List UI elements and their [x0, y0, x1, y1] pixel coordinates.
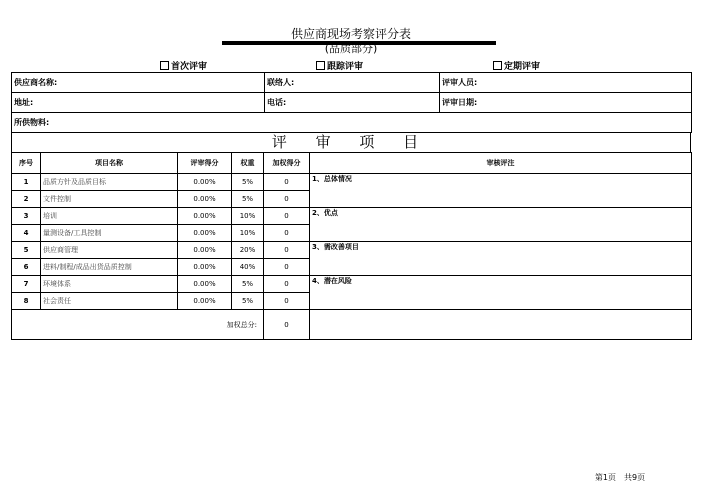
info-table	[11, 72, 692, 133]
checkbox-icon	[316, 61, 325, 70]
reviewer-field[interactable]: 评审人员:	[440, 73, 692, 93]
row-weight: 5%	[232, 191, 264, 208]
header-score: 评审得分	[178, 153, 232, 174]
row-weighted: 0	[264, 276, 310, 293]
row-weight: 5%	[232, 293, 264, 310]
row-weighted: 0	[264, 242, 310, 259]
row-weight: 10%	[232, 225, 264, 242]
row-no: 8	[12, 293, 41, 310]
row-score[interactable]: 0.00%	[178, 242, 232, 259]
row-no: 3	[12, 208, 41, 225]
review-date-field[interactable]: 评审日期:	[440, 93, 692, 113]
header-item: 项目名称	[41, 153, 178, 174]
row-score[interactable]: 0.00%	[178, 174, 232, 191]
comment-risks[interactable]: 4、潜在风险	[310, 276, 692, 310]
row-no: 1	[12, 174, 41, 191]
row-no: 5	[12, 242, 41, 259]
row-score[interactable]: 0.00%	[178, 276, 232, 293]
check-periodic-review[interactable]: 定期评审	[493, 61, 540, 73]
row-item-name: 培训	[41, 208, 178, 225]
form-title: 供应商现场考察评分表	[290, 27, 411, 41]
row-score[interactable]: 0.00%	[178, 191, 232, 208]
total-comment-cell	[310, 310, 692, 340]
phone-field[interactable]: 电话:	[265, 93, 440, 113]
row-score[interactable]: 0.00%	[178, 293, 232, 310]
page-footer: 第1页 共9页	[594, 473, 646, 482]
section-title: 评 审 项 目	[11, 133, 691, 153]
comment-strengths[interactable]: 2、优点	[310, 208, 692, 242]
row-item-name: 文件控制	[41, 191, 178, 208]
table-row	[12, 242, 692, 259]
header-weighted: 加权得分	[264, 153, 310, 174]
row-item-name: 社会责任	[41, 293, 178, 310]
row-weighted: 0	[264, 293, 310, 310]
row-weight: 20%	[232, 242, 264, 259]
row-item-name: 进料/制程/成品出货品质控制	[41, 259, 178, 276]
header-comments: 审核评注	[310, 153, 692, 174]
row-score[interactable]: 0.00%	[178, 259, 232, 276]
total-row	[12, 310, 692, 340]
row-weighted: 0	[264, 174, 310, 191]
row-no: 4	[12, 225, 41, 242]
checkbox-icon	[160, 61, 169, 70]
row-weighted: 0	[264, 208, 310, 225]
row-weight: 10%	[232, 208, 264, 225]
row-weight: 5%	[232, 276, 264, 293]
row-no: 7	[12, 276, 41, 293]
checkbox-icon	[493, 61, 502, 70]
row-item-name: 供应商管理	[41, 242, 178, 259]
row-weighted: 0	[264, 191, 310, 208]
row-weighted: 0	[264, 225, 310, 242]
score-table	[11, 152, 692, 340]
table-row	[12, 276, 692, 293]
row-no: 2	[12, 191, 41, 208]
total-value: 0	[264, 310, 310, 340]
comment-improvements[interactable]: 3、需改善项目	[310, 242, 692, 276]
header-weight: 权重	[232, 153, 264, 174]
row-item-name: 量测设备/工具控制	[41, 225, 178, 242]
table-row	[12, 174, 692, 191]
supplier-name-field[interactable]: 供应商名称:	[12, 73, 265, 93]
comment-overall[interactable]: 1、总体情况	[310, 174, 692, 208]
form-subtitle: (品质部分)	[324, 42, 378, 55]
table-header-row	[12, 153, 692, 174]
check-followup-review[interactable]: 跟踪评审	[316, 61, 363, 73]
check-first-review[interactable]: 首次评审	[160, 61, 207, 73]
row-score[interactable]: 0.00%	[178, 225, 232, 242]
row-score[interactable]: 0.00%	[178, 208, 232, 225]
row-weighted: 0	[264, 259, 310, 276]
row-item-name: 环境体系	[41, 276, 178, 293]
address-field[interactable]: 地址:	[12, 93, 265, 113]
row-weight: 5%	[232, 174, 264, 191]
row-weight: 40%	[232, 259, 264, 276]
contact-field[interactable]: 联络人:	[265, 73, 440, 93]
table-row	[12, 208, 692, 225]
row-no: 6	[12, 259, 41, 276]
row-item-name: 品质方针及品质目标	[41, 174, 178, 191]
header-no: 序号	[12, 153, 41, 174]
materials-field[interactable]: 所供物料:	[12, 113, 692, 133]
total-label: 加权总分:	[12, 310, 264, 340]
